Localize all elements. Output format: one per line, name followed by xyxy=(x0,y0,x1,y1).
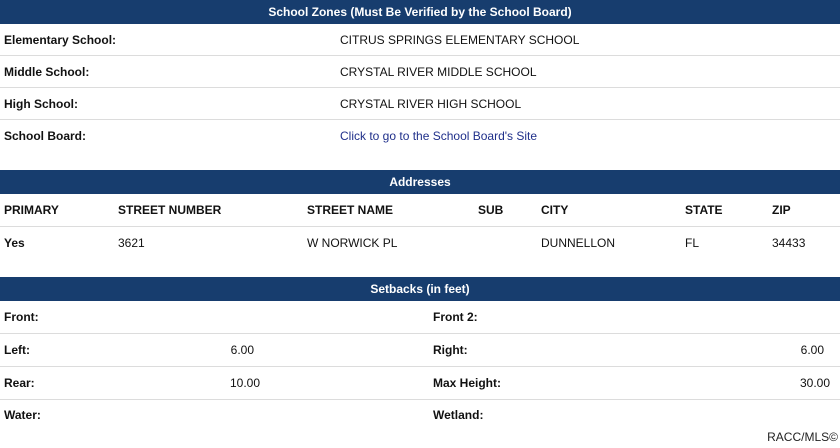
school-board-link[interactable]: Click to go to the School Board's Site xyxy=(340,129,538,143)
school-zones-title: School Zones (Must Be Verified by the School Board) xyxy=(268,5,572,19)
school-zones-header xyxy=(0,0,840,24)
address-table-row xyxy=(0,227,840,259)
setback-max-height-label: Max Height: xyxy=(433,376,502,390)
column-header-street-number: STREET NUMBER xyxy=(118,203,222,217)
address-city: DUNNELLON xyxy=(541,236,616,250)
setback-max-height-value: 30.00 xyxy=(799,376,830,390)
high-school-label: High School: xyxy=(4,96,78,111)
middle-school-row xyxy=(0,56,840,88)
column-header-sub: SUB xyxy=(478,203,504,217)
setback-front-label: Front: xyxy=(4,310,39,324)
setback-water-label: Water: xyxy=(4,408,41,422)
setback-left-value: 6.00 xyxy=(230,343,254,357)
setback-front-value xyxy=(150,301,260,333)
elementary-school-label: Elementary School: xyxy=(4,32,117,47)
column-header-zip: ZIP xyxy=(772,203,791,217)
high-school-value: CRYSTAL RIVER HIGH SCHOOL xyxy=(340,96,522,111)
addresses-header xyxy=(0,170,840,194)
setback-rear-label: Rear: xyxy=(4,376,35,390)
address-zip: 34433 xyxy=(772,236,806,250)
elementary-school-row xyxy=(0,24,840,56)
setback-front2-label: Front 2: xyxy=(433,310,478,324)
addresses-column-headers xyxy=(0,194,840,227)
setbacks-row-front xyxy=(0,301,840,334)
setbacks-title: Setbacks (in feet) xyxy=(370,282,470,296)
setbacks-row-rear xyxy=(0,367,840,400)
setbacks-row-water xyxy=(0,400,840,430)
school-board-label: School Board: xyxy=(4,129,87,143)
address-street-number: 3621 xyxy=(118,236,145,250)
middle-school-value: CRYSTAL RIVER MIDDLE SCHOOL xyxy=(340,64,537,79)
middle-school-label: Middle School: xyxy=(4,64,90,79)
elementary-school-value: CITRUS SPRINGS ELEMENTARY SCHOOL xyxy=(340,32,580,47)
setback-wetland-label: Wetland: xyxy=(433,408,484,422)
setbacks-row-left xyxy=(0,334,840,367)
setback-right-value: 6.00 xyxy=(800,343,824,357)
high-school-row xyxy=(0,88,840,120)
setback-wetland-value xyxy=(700,400,830,430)
column-header-state: STATE xyxy=(685,203,723,217)
address-street-name: W NORWICK PL xyxy=(307,236,398,250)
addresses-title: Addresses xyxy=(389,175,451,189)
setback-right-label: Right: xyxy=(433,343,468,357)
setbacks-header xyxy=(0,277,840,301)
setback-water-value xyxy=(150,400,260,430)
school-board-row xyxy=(0,120,840,152)
address-primary: Yes xyxy=(4,236,25,250)
column-header-city: CITY xyxy=(541,203,569,217)
setback-left-label: Left: xyxy=(4,343,30,357)
mls-watermark: RACC/MLS© xyxy=(767,430,838,444)
setback-front2-value xyxy=(700,301,830,333)
address-state: FL xyxy=(685,236,700,250)
setback-rear-value: 10.00 xyxy=(229,376,260,390)
column-header-primary: PRIMARY xyxy=(4,203,59,217)
column-header-street-name: STREET NAME xyxy=(307,203,394,217)
